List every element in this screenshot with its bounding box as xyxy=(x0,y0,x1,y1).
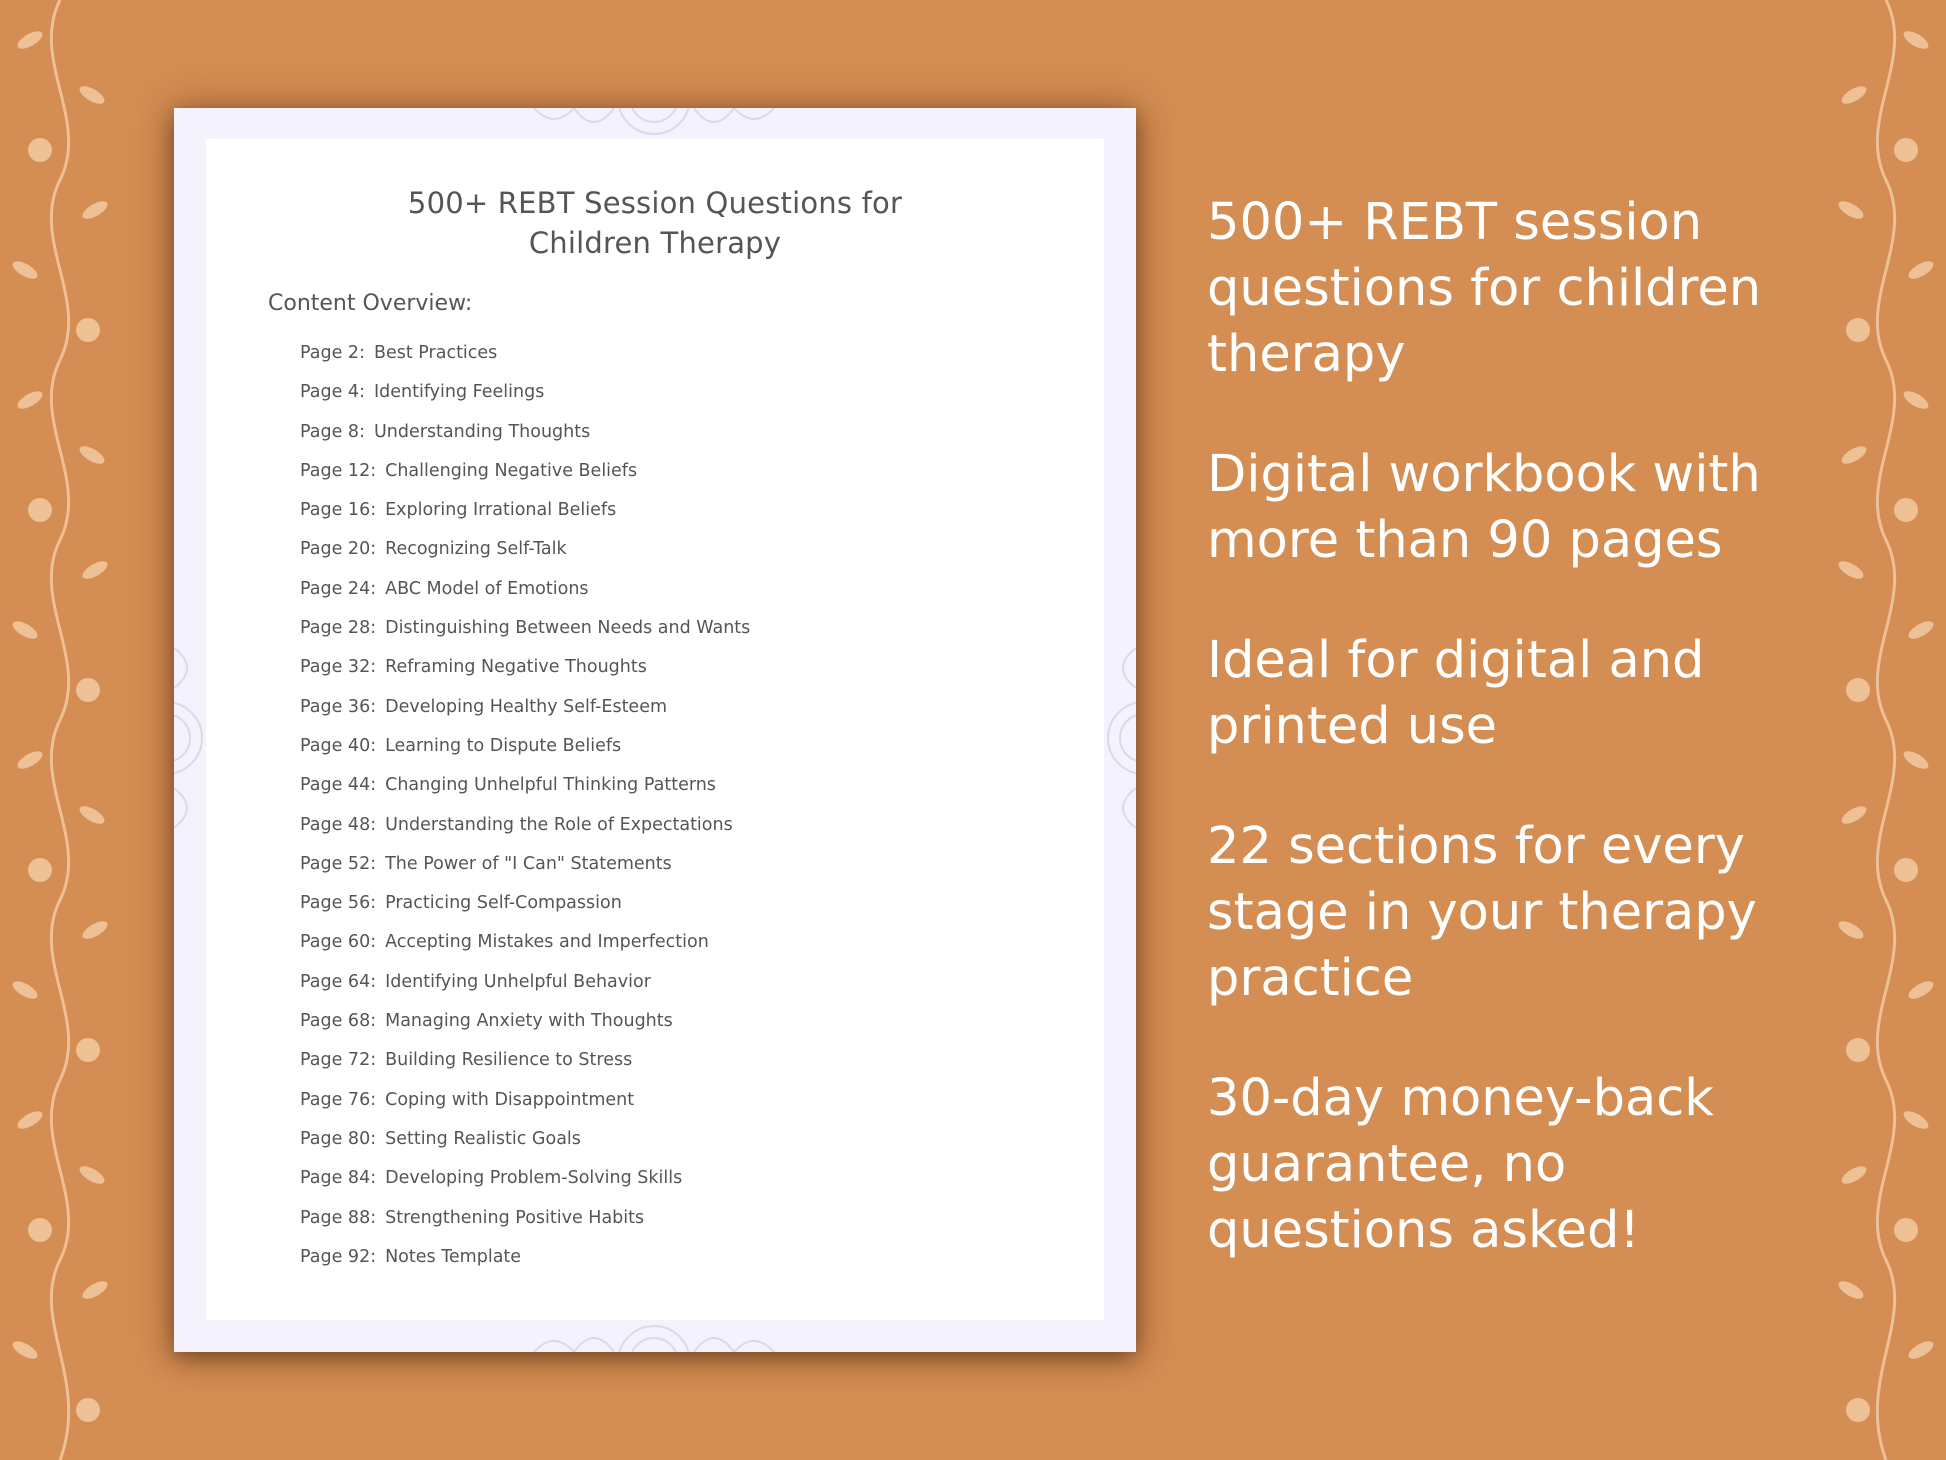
feature-line: guarantee, no xyxy=(1207,1135,1567,1194)
toc-item xyxy=(300,380,750,419)
document-preview xyxy=(174,108,1136,1352)
toc-title: Identifying Unhelpful Behavior xyxy=(385,971,651,992)
toc-page-number: Page 8: xyxy=(300,421,365,442)
mandala-right-decoration xyxy=(1104,608,1136,868)
feature-line: 22 sections for every xyxy=(1207,817,1745,876)
floral-vine-left-decoration xyxy=(0,0,130,1460)
toc-item xyxy=(300,970,750,1009)
toc-item xyxy=(300,852,750,891)
feature-line: 30-day money-back xyxy=(1207,1069,1714,1128)
toc-title: ABC Model of Emotions xyxy=(385,578,589,599)
feature-item xyxy=(1207,814,1917,1012)
toc-item xyxy=(300,891,750,930)
toc-page-number: Page 72: xyxy=(300,1050,377,1071)
feature-item xyxy=(1207,442,1917,574)
content-overview-heading: Content Overview: xyxy=(268,291,473,316)
mandala-left-decoration xyxy=(174,608,206,868)
toc-item xyxy=(300,1127,750,1166)
feature-item xyxy=(1207,1066,1917,1264)
feature-line: practice xyxy=(1207,949,1414,1008)
feature-item xyxy=(1207,628,1917,760)
toc-title: Best Practices xyxy=(373,343,498,363)
toc-item xyxy=(300,420,750,459)
toc-page-number: Page 4: xyxy=(300,382,365,403)
toc-item xyxy=(300,930,750,969)
feature-list xyxy=(1207,190,1917,1318)
mandala-bottom-decoration xyxy=(514,1321,794,1352)
toc-title: Managing Anxiety with Thoughts xyxy=(385,1011,673,1032)
toc-page-number: Page 20: xyxy=(300,539,377,560)
toc-item xyxy=(300,616,750,655)
feature-line: questions asked! xyxy=(1207,1201,1640,1260)
feature-line: Digital workbook with xyxy=(1207,445,1761,504)
toc-page-number: Page 68: xyxy=(300,1011,377,1032)
toc-page-number: Page 44: xyxy=(300,775,377,796)
toc-page-number: Page 52: xyxy=(300,853,377,874)
toc-page-number: Page 80: xyxy=(300,1128,377,1149)
toc-title: Understanding Thoughts xyxy=(373,421,591,442)
toc-title: Recognizing Self-Talk xyxy=(385,539,567,560)
toc-page-number: Page 48: xyxy=(300,814,377,835)
toc-item xyxy=(300,1245,750,1284)
toc-title: Developing Problem-Solving Skills xyxy=(385,1168,683,1189)
toc-item xyxy=(300,537,750,576)
document-page xyxy=(206,139,1104,1320)
toc-page-number: Page 64: xyxy=(300,971,377,992)
document-title-line-1: 500+ REBT Session Questions for xyxy=(407,186,903,220)
toc-page-number: Page 56: xyxy=(300,893,377,914)
table-of-contents xyxy=(300,341,750,1284)
feature-line: questions for children xyxy=(1207,259,1762,318)
toc-page-number: Page 76: xyxy=(300,1089,377,1110)
document-title-line-2: Children Therapy xyxy=(528,226,782,260)
toc-page-number: Page 84: xyxy=(300,1168,377,1189)
feature-line: stage in your therapy xyxy=(1207,883,1757,942)
toc-page-number: Page 16: xyxy=(300,500,377,521)
toc-page-number: Page 36: xyxy=(300,696,377,717)
toc-item xyxy=(300,1048,750,1087)
toc-item xyxy=(300,695,750,734)
toc-item xyxy=(300,577,750,616)
toc-title: Setting Realistic Goals xyxy=(385,1128,581,1149)
mandala-top-decoration xyxy=(514,108,794,139)
toc-page-number: Page 60: xyxy=(300,932,377,953)
toc-item xyxy=(300,734,750,773)
toc-title: Strengthening Positive Habits xyxy=(385,1207,645,1228)
toc-title: Understanding the Role of Expectations xyxy=(385,814,733,835)
toc-item xyxy=(300,498,750,537)
toc-title: Identifying Feelings xyxy=(373,382,545,403)
toc-title: Notes Template xyxy=(385,1246,522,1267)
toc-item xyxy=(300,1166,750,1205)
toc-title: Distinguishing Between Needs and Wants xyxy=(385,618,751,639)
toc-title: The Power of "I Can" Statements xyxy=(385,853,672,874)
toc-item xyxy=(300,655,750,694)
toc-page-number: Page 92: xyxy=(300,1246,377,1267)
toc-title: Building Resilience to Stress xyxy=(385,1050,633,1071)
feature-line: 500+ REBT session xyxy=(1207,193,1703,252)
toc-title: Accepting Mistakes and Imperfection xyxy=(385,932,709,953)
document-title xyxy=(206,183,1104,263)
toc-item xyxy=(300,813,750,852)
toc-page-number: Page 40: xyxy=(300,735,377,756)
feature-line: Ideal for digital and xyxy=(1207,631,1705,690)
toc-title: Changing Unhelpful Thinking Patterns xyxy=(385,775,716,796)
toc-item xyxy=(300,773,750,812)
toc-title: Practicing Self-Compassion xyxy=(385,893,622,914)
toc-item xyxy=(300,1009,750,1048)
toc-title: Challenging Negative Beliefs xyxy=(385,460,638,481)
toc-page-number: Page 88: xyxy=(300,1207,377,1228)
toc-item xyxy=(300,1206,750,1245)
toc-page-number: Page 12: xyxy=(300,460,377,481)
toc-title: Coping with Disappointment xyxy=(385,1089,635,1110)
toc-page-number: Page 28: xyxy=(300,618,377,639)
toc-page-number: Page 24: xyxy=(300,578,377,599)
toc-page-number: Page 2: xyxy=(300,343,365,363)
toc-title: Learning to Dispute Beliefs xyxy=(385,735,622,756)
toc-page-number: Page 32: xyxy=(300,657,377,678)
toc-item xyxy=(300,459,750,498)
toc-title: Reframing Negative Thoughts xyxy=(385,657,647,678)
toc-item xyxy=(300,341,750,380)
feature-line: therapy xyxy=(1207,325,1406,384)
feature-line: more than 90 pages xyxy=(1207,511,1723,570)
feature-line: printed use xyxy=(1207,697,1498,756)
toc-item xyxy=(300,1088,750,1127)
feature-item xyxy=(1207,190,1917,388)
toc-title: Exploring Irrational Beliefs xyxy=(385,500,617,521)
toc-title: Developing Healthy Self-Esteem xyxy=(385,696,668,717)
